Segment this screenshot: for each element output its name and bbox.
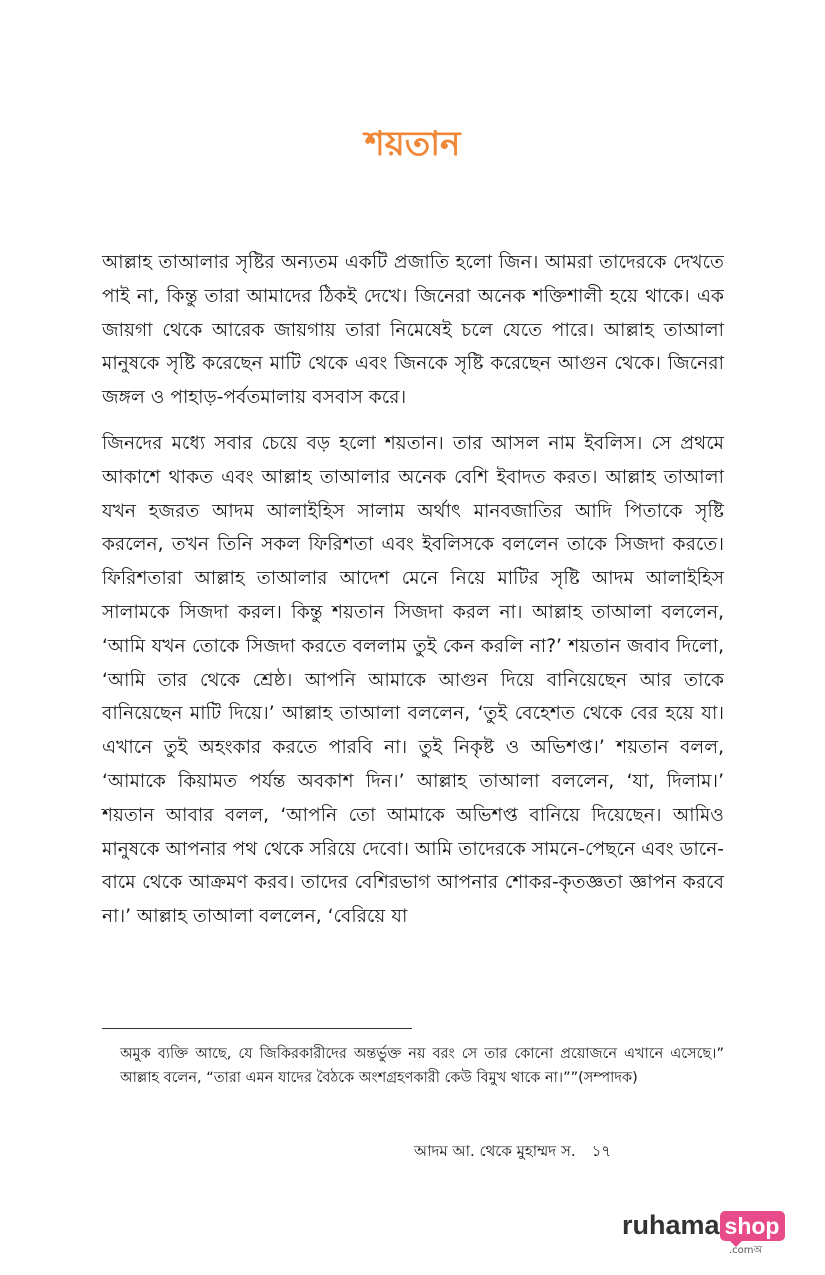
brand-logo bbox=[622, 1210, 785, 1256]
page-number: ১৭ bbox=[591, 1142, 612, 1160]
brand-domain: .comঅ bbox=[729, 1245, 763, 1256]
page-footer bbox=[414, 1140, 611, 1165]
page-title: শয়তান bbox=[364, 124, 461, 164]
body-text bbox=[102, 246, 724, 946]
brand-shop-badge: shop bbox=[720, 1211, 785, 1241]
footnote-divider bbox=[102, 1028, 412, 1029]
footnote-text: অমুক ব্যক্তি আছে, যে জিকিরকারীদের অন্তর্ভুক্ত নয় বরং সে তার কোনো প্রয়োজনে এখানে এসেছে।” আল্লাহ বলেন, “তারা এমন যাদের বৈঠকে অংশগ্রহণকারী কেউ বিমুখ থাকে না।””(সম্পাদক) bbox=[120, 1046, 724, 1086]
paragraph: জিনদের মধ্যে সবার চেয়ে বড় হলো শয়তান। তার আসল নাম ইবলিস। সে প্রথমে আকাশে থাকত এবং আল্লাহ তাআলার অনেক বেশি ইবাদত করত। আল্লাহ তাআলা যখন হজরত আদম আলাইহিস সালাম অর্থাৎ মানবজাতির আদি পিতাকে সৃষ্টি করলেন, তখন তিনি সকল ফিরিশতা এবং ইবলিসকে বললেন তাকে সিজদা করতে। ফিরিশতারা আল্লাহ তাআলার আদেশ মেনে নিয়ে মাটির সৃষ্টি আদম আলাইহিস সালামকে সিজদা করল। কিন্তু শয়তান সিজদা করল না। আল্লাহ তাআলা বললেন, ‘আমি যখন তোকে সিজদা করতে বললাম তুই কেন করলি না?’ শয়তান জবাব দিলো, ‘আমি তার থেকে শ্রেষ্ঠ। আপনি আমাকে আগুন দিয়ে বানিয়েছেন আর তাকে বানিয়েছেন মাটি দিয়ে।’ আল্লাহ তাআলা বললেন, ‘তুই বেহেশত থেকে বের হয়ে যা। এখানে তুই অহংকার করতে পারবি না। তুই নিকৃষ্ট ও অভিশপ্ত।’ শয়তান বলল, ‘আমাকে কিয়ামত পর্যন্ত অবকাশ দিন।’ আল্লাহ তাআলা বললেন, ‘যা, দিলাম।’ শয়তান আবার বলল, ‘আপনি তো আমাকে অভিশপ্ত বানিয়ে দিয়েছেন। আমিও মানুষকে আপনার পথ থেকে সরিয়ে দেবো। আমি তাদেরকে সামনে-পেছনে এবং ডানে-বামে থেকে আক্রমণ করব। তাদের বেশিরভাগ আপনার শোকর-কৃতজ্ঞতা জ্ঞাপন করবে না।’ আল্লাহ তাআলা বললেন, ‘বেরিয়ে যা bbox=[102, 432, 724, 928]
brand-name: ruhama bbox=[622, 1210, 720, 1240]
paragraph: আল্লাহ তাআলার সৃষ্টির অন্যতম একটি প্রজাতি হলো জিন। আমরা তাদেরকে দেখতে পাই না, কিন্তু তারা আমাদের ঠিকই দেখে। জিনেরা অনেক শক্তিশালী হয়ে থাকে। এক জায়গা থেকে আরেক জায়গায় তারা নিমেষেই চলে যেতে পারে। আল্লাহ তাআলা মানুষকে সৃষ্টি করেছেন মাটি থেকে এবং জিনকে সৃষ্টি করেছেন আগুন থেকে। জিনেরা জঙ্গল ও পাহাড়-পর্বতমালায় বসবাস করে। bbox=[102, 252, 724, 409]
running-title: আদম আ. থেকে মুহাম্মদ স. bbox=[414, 1142, 576, 1160]
footnote bbox=[120, 1042, 724, 1090]
